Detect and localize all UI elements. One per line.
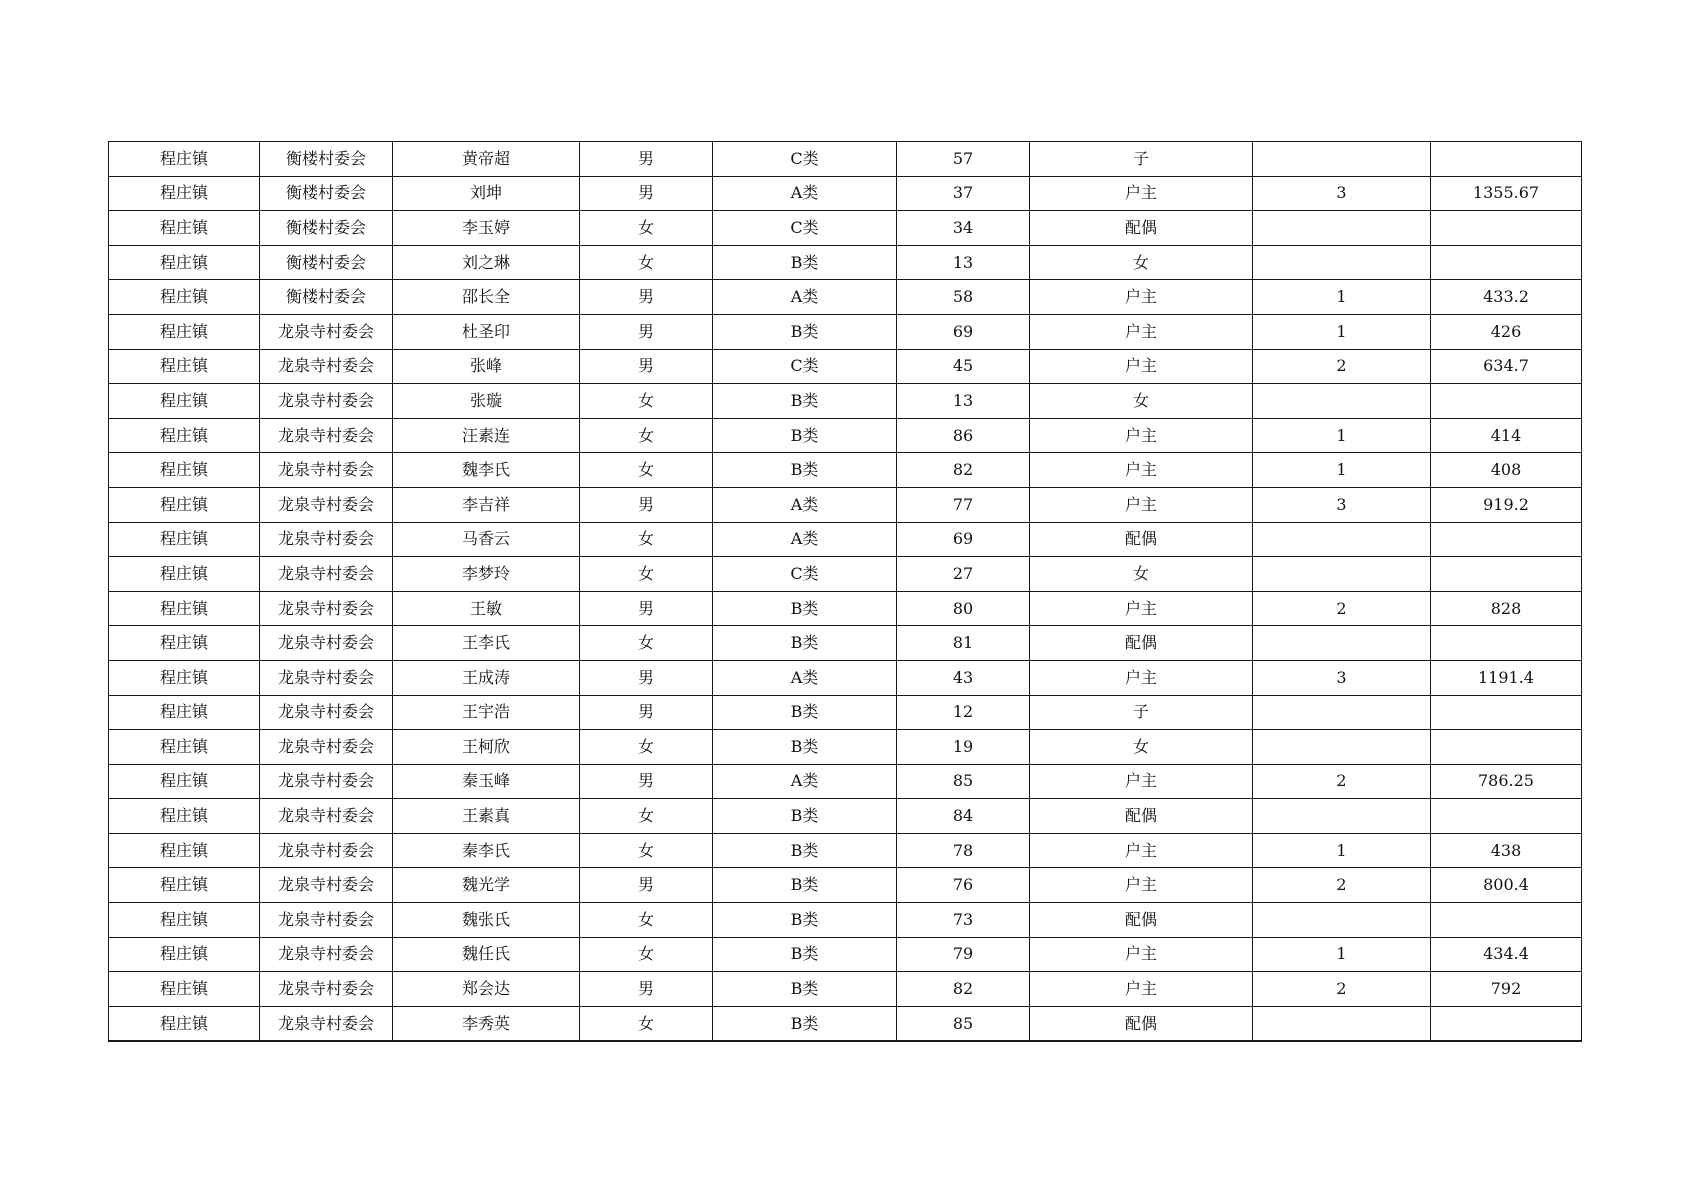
relation-cell: 户主 (1030, 660, 1253, 695)
village-committee-cell: 龙泉寺村委会 (260, 937, 393, 972)
town-cell: 程庄镇 (109, 799, 260, 834)
amount-cell: 919.2 (1431, 487, 1582, 522)
village-committee-cell: 龙泉寺村委会 (260, 695, 393, 730)
town-cell: 程庄镇 (109, 972, 260, 1007)
name-cell: 杜圣印 (393, 314, 580, 349)
household-size-cell (1253, 245, 1431, 280)
category-cell: A类 (713, 280, 897, 315)
table-row (109, 245, 1582, 280)
amount-cell (1431, 245, 1582, 280)
table-row (109, 591, 1582, 626)
village-committee-cell: 龙泉寺村委会 (260, 833, 393, 868)
name-cell: 魏任氏 (393, 937, 580, 972)
name-cell: 李秀英 (393, 1006, 580, 1041)
age-cell: 27 (897, 557, 1030, 592)
category-cell: B类 (713, 418, 897, 453)
town-cell: 程庄镇 (109, 245, 260, 280)
age-cell: 19 (897, 730, 1030, 765)
relation-cell: 户主 (1030, 972, 1253, 1007)
category-cell: B类 (713, 314, 897, 349)
table-row (109, 176, 1582, 211)
name-cell: 秦玉峰 (393, 764, 580, 799)
town-cell: 程庄镇 (109, 142, 260, 177)
relation-cell: 配偶 (1030, 799, 1253, 834)
town-cell: 程庄镇 (109, 764, 260, 799)
table-row (109, 557, 1582, 592)
table-row (109, 626, 1582, 661)
household-size-cell (1253, 557, 1431, 592)
household-size-cell: 2 (1253, 591, 1431, 626)
town-cell: 程庄镇 (109, 626, 260, 661)
amount-cell: 786.25 (1431, 764, 1582, 799)
age-cell: 82 (897, 972, 1030, 1007)
category-cell: A类 (713, 660, 897, 695)
town-cell: 程庄镇 (109, 660, 260, 695)
household-size-cell: 1 (1253, 280, 1431, 315)
category-cell: B类 (713, 626, 897, 661)
household-size-cell: 3 (1253, 176, 1431, 211)
category-cell: A类 (713, 522, 897, 557)
amount-cell: 433.2 (1431, 280, 1582, 315)
age-cell: 58 (897, 280, 1030, 315)
household-size-cell: 3 (1253, 487, 1431, 522)
age-cell: 78 (897, 833, 1030, 868)
relation-cell: 户主 (1030, 349, 1253, 384)
relation-cell: 户主 (1030, 418, 1253, 453)
amount-cell (1431, 799, 1582, 834)
town-cell: 程庄镇 (109, 730, 260, 765)
table-row (109, 799, 1582, 834)
amount-cell: 408 (1431, 453, 1582, 488)
amount-cell: 800.4 (1431, 868, 1582, 903)
household-size-cell (1253, 626, 1431, 661)
gender-cell: 女 (580, 903, 713, 938)
amount-cell: 1355.67 (1431, 176, 1582, 211)
household-size-cell (1253, 1006, 1431, 1041)
name-cell: 王成涛 (393, 660, 580, 695)
village-committee-cell: 龙泉寺村委会 (260, 903, 393, 938)
town-cell: 程庄镇 (109, 211, 260, 246)
household-size-cell: 3 (1253, 660, 1431, 695)
table-body (109, 142, 1582, 1042)
town-cell: 程庄镇 (109, 1006, 260, 1041)
name-cell: 魏张氏 (393, 903, 580, 938)
age-cell: 69 (897, 522, 1030, 557)
age-cell: 13 (897, 384, 1030, 419)
age-cell: 82 (897, 453, 1030, 488)
village-committee-cell: 龙泉寺村委会 (260, 660, 393, 695)
name-cell: 黄帝超 (393, 142, 580, 177)
category-cell: B类 (713, 937, 897, 972)
table-row (109, 349, 1582, 384)
relation-cell: 配偶 (1030, 522, 1253, 557)
category-cell: C类 (713, 349, 897, 384)
household-size-cell: 1 (1253, 833, 1431, 868)
table-row (109, 730, 1582, 765)
village-committee-cell: 龙泉寺村委会 (260, 799, 393, 834)
relation-cell: 配偶 (1030, 211, 1253, 246)
table-row (109, 142, 1582, 177)
table-row (109, 937, 1582, 972)
table-row (109, 314, 1582, 349)
name-cell: 邵长全 (393, 280, 580, 315)
village-committee-cell: 龙泉寺村委会 (260, 384, 393, 419)
age-cell: 85 (897, 764, 1030, 799)
household-size-cell (1253, 903, 1431, 938)
relation-cell: 户主 (1030, 487, 1253, 522)
name-cell: 魏光学 (393, 868, 580, 903)
gender-cell: 女 (580, 799, 713, 834)
amount-cell: 438 (1431, 833, 1582, 868)
category-cell: B类 (713, 695, 897, 730)
name-cell: 王敏 (393, 591, 580, 626)
relation-cell: 女 (1030, 384, 1253, 419)
village-committee-cell: 龙泉寺村委会 (260, 764, 393, 799)
gender-cell: 男 (580, 972, 713, 1007)
table-row (109, 211, 1582, 246)
household-size-cell: 1 (1253, 418, 1431, 453)
table-row (109, 522, 1582, 557)
table-row (109, 1006, 1582, 1041)
category-cell: B类 (713, 245, 897, 280)
village-committee-cell: 龙泉寺村委会 (260, 868, 393, 903)
amount-cell (1431, 384, 1582, 419)
age-cell: 69 (897, 314, 1030, 349)
village-committee-cell: 龙泉寺村委会 (260, 314, 393, 349)
household-size-cell (1253, 522, 1431, 557)
gender-cell: 女 (580, 522, 713, 557)
age-cell: 77 (897, 487, 1030, 522)
town-cell: 程庄镇 (109, 314, 260, 349)
age-cell: 37 (897, 176, 1030, 211)
gender-cell: 女 (580, 418, 713, 453)
table-row (109, 972, 1582, 1007)
relation-cell: 户主 (1030, 937, 1253, 972)
name-cell: 张璇 (393, 384, 580, 419)
category-cell: A类 (713, 487, 897, 522)
gender-cell: 男 (580, 142, 713, 177)
town-cell: 程庄镇 (109, 695, 260, 730)
town-cell: 程庄镇 (109, 349, 260, 384)
village-committee-cell: 衡楼村委会 (260, 211, 393, 246)
amount-cell (1431, 730, 1582, 765)
village-committee-cell: 龙泉寺村委会 (260, 522, 393, 557)
amount-cell: 414 (1431, 418, 1582, 453)
household-size-cell (1253, 384, 1431, 419)
town-cell: 程庄镇 (109, 903, 260, 938)
age-cell: 13 (897, 245, 1030, 280)
relation-cell: 女 (1030, 557, 1253, 592)
name-cell: 汪素连 (393, 418, 580, 453)
category-cell: B类 (713, 1006, 897, 1041)
amount-cell (1431, 557, 1582, 592)
household-size-cell: 1 (1253, 453, 1431, 488)
gender-cell: 女 (580, 937, 713, 972)
amount-cell (1431, 211, 1582, 246)
town-cell: 程庄镇 (109, 833, 260, 868)
amount-cell (1431, 522, 1582, 557)
village-committee-cell: 龙泉寺村委会 (260, 349, 393, 384)
town-cell: 程庄镇 (109, 868, 260, 903)
category-cell: A类 (713, 764, 897, 799)
table-row (109, 833, 1582, 868)
name-cell: 李吉祥 (393, 487, 580, 522)
category-cell: A类 (713, 176, 897, 211)
category-cell: B类 (713, 591, 897, 626)
table-row (109, 487, 1582, 522)
amount-cell: 792 (1431, 972, 1582, 1007)
gender-cell: 男 (580, 868, 713, 903)
amount-cell: 426 (1431, 314, 1582, 349)
town-cell: 程庄镇 (109, 384, 260, 419)
amount-cell: 1191.4 (1431, 660, 1582, 695)
gender-cell: 男 (580, 660, 713, 695)
name-cell: 秦李氏 (393, 833, 580, 868)
gender-cell: 男 (580, 695, 713, 730)
household-size-cell (1253, 799, 1431, 834)
town-cell: 程庄镇 (109, 453, 260, 488)
age-cell: 57 (897, 142, 1030, 177)
amount-cell: 634.7 (1431, 349, 1582, 384)
household-size-cell (1253, 730, 1431, 765)
name-cell: 王李氏 (393, 626, 580, 661)
amount-cell (1431, 695, 1582, 730)
category-cell: B类 (713, 384, 897, 419)
village-committee-cell: 龙泉寺村委会 (260, 1006, 393, 1041)
gender-cell: 女 (580, 384, 713, 419)
household-size-cell (1253, 695, 1431, 730)
relation-cell: 户主 (1030, 591, 1253, 626)
gender-cell: 女 (580, 1006, 713, 1041)
gender-cell: 女 (580, 833, 713, 868)
town-cell: 程庄镇 (109, 176, 260, 211)
relation-cell: 配偶 (1030, 1006, 1253, 1041)
relation-cell: 户主 (1030, 764, 1253, 799)
town-cell: 程庄镇 (109, 591, 260, 626)
category-cell: C类 (713, 142, 897, 177)
household-size-cell: 2 (1253, 868, 1431, 903)
amount-cell (1431, 1006, 1582, 1041)
age-cell: 76 (897, 868, 1030, 903)
household-size-cell: 2 (1253, 972, 1431, 1007)
household-size-cell (1253, 211, 1431, 246)
relation-cell: 户主 (1030, 176, 1253, 211)
gender-cell: 女 (580, 626, 713, 661)
category-cell: B类 (713, 972, 897, 1007)
category-cell: B类 (713, 868, 897, 903)
village-committee-cell: 龙泉寺村委会 (260, 418, 393, 453)
relation-cell: 户主 (1030, 314, 1253, 349)
amount-cell: 434.4 (1431, 937, 1582, 972)
relation-cell: 户主 (1030, 833, 1253, 868)
relation-cell: 子 (1030, 695, 1253, 730)
relation-cell: 配偶 (1030, 903, 1253, 938)
relation-cell: 子 (1030, 142, 1253, 177)
gender-cell: 女 (580, 245, 713, 280)
name-cell: 刘坤 (393, 176, 580, 211)
village-committee-cell: 龙泉寺村委会 (260, 972, 393, 1007)
village-committee-cell: 龙泉寺村委会 (260, 730, 393, 765)
relation-cell: 配偶 (1030, 626, 1253, 661)
age-cell: 80 (897, 591, 1030, 626)
table-row (109, 764, 1582, 799)
village-committee-cell: 龙泉寺村委会 (260, 591, 393, 626)
age-cell: 84 (897, 799, 1030, 834)
table-row (109, 418, 1582, 453)
category-cell: C类 (713, 557, 897, 592)
name-cell: 刘之琳 (393, 245, 580, 280)
village-committee-cell: 龙泉寺村委会 (260, 626, 393, 661)
town-cell: 程庄镇 (109, 557, 260, 592)
gender-cell: 男 (580, 314, 713, 349)
village-committee-cell: 龙泉寺村委会 (260, 557, 393, 592)
table-row (109, 903, 1582, 938)
relation-cell: 户主 (1030, 453, 1253, 488)
gender-cell: 男 (580, 764, 713, 799)
village-committee-cell: 衡楼村委会 (260, 176, 393, 211)
household-register-table (108, 141, 1582, 1042)
category-cell: B类 (713, 833, 897, 868)
age-cell: 34 (897, 211, 1030, 246)
name-cell: 王素真 (393, 799, 580, 834)
gender-cell: 女 (580, 211, 713, 246)
category-cell: B类 (713, 730, 897, 765)
village-committee-cell: 龙泉寺村委会 (260, 453, 393, 488)
age-cell: 79 (897, 937, 1030, 972)
relation-cell: 女 (1030, 730, 1253, 765)
age-cell: 45 (897, 349, 1030, 384)
name-cell: 张峰 (393, 349, 580, 384)
amount-cell (1431, 903, 1582, 938)
age-cell: 85 (897, 1006, 1030, 1041)
amount-cell (1431, 626, 1582, 661)
household-size-cell (1253, 142, 1431, 177)
town-cell: 程庄镇 (109, 418, 260, 453)
gender-cell: 男 (580, 487, 713, 522)
age-cell: 73 (897, 903, 1030, 938)
relation-cell: 女 (1030, 245, 1253, 280)
category-cell: B类 (713, 453, 897, 488)
household-size-cell: 2 (1253, 349, 1431, 384)
amount-cell: 828 (1431, 591, 1582, 626)
gender-cell: 男 (580, 176, 713, 211)
age-cell: 12 (897, 695, 1030, 730)
category-cell: B类 (713, 799, 897, 834)
table-row (109, 695, 1582, 730)
age-cell: 43 (897, 660, 1030, 695)
name-cell: 马香云 (393, 522, 580, 557)
town-cell: 程庄镇 (109, 937, 260, 972)
household-size-cell: 1 (1253, 314, 1431, 349)
gender-cell: 男 (580, 280, 713, 315)
table-row (109, 453, 1582, 488)
table-row (109, 280, 1582, 315)
household-size-cell: 2 (1253, 764, 1431, 799)
gender-cell: 男 (580, 349, 713, 384)
name-cell: 郑会达 (393, 972, 580, 1007)
village-committee-cell: 衡楼村委会 (260, 280, 393, 315)
household-size-cell: 1 (1253, 937, 1431, 972)
amount-cell (1431, 142, 1582, 177)
table-row (109, 384, 1582, 419)
village-committee-cell: 衡楼村委会 (260, 245, 393, 280)
name-cell: 李玉婷 (393, 211, 580, 246)
village-committee-cell: 衡楼村委会 (260, 142, 393, 177)
town-cell: 程庄镇 (109, 280, 260, 315)
table-row (109, 868, 1582, 903)
name-cell: 李梦玲 (393, 557, 580, 592)
table-row (109, 660, 1582, 695)
town-cell: 程庄镇 (109, 487, 260, 522)
gender-cell: 女 (580, 730, 713, 765)
gender-cell: 女 (580, 453, 713, 488)
category-cell: B类 (713, 903, 897, 938)
gender-cell: 男 (580, 591, 713, 626)
name-cell: 王宇浩 (393, 695, 580, 730)
village-committee-cell: 龙泉寺村委会 (260, 487, 393, 522)
name-cell: 王柯欣 (393, 730, 580, 765)
gender-cell: 女 (580, 557, 713, 592)
relation-cell: 户主 (1030, 868, 1253, 903)
age-cell: 81 (897, 626, 1030, 661)
name-cell: 魏李氏 (393, 453, 580, 488)
relation-cell: 户主 (1030, 280, 1253, 315)
age-cell: 86 (897, 418, 1030, 453)
town-cell: 程庄镇 (109, 522, 260, 557)
category-cell: C类 (713, 211, 897, 246)
